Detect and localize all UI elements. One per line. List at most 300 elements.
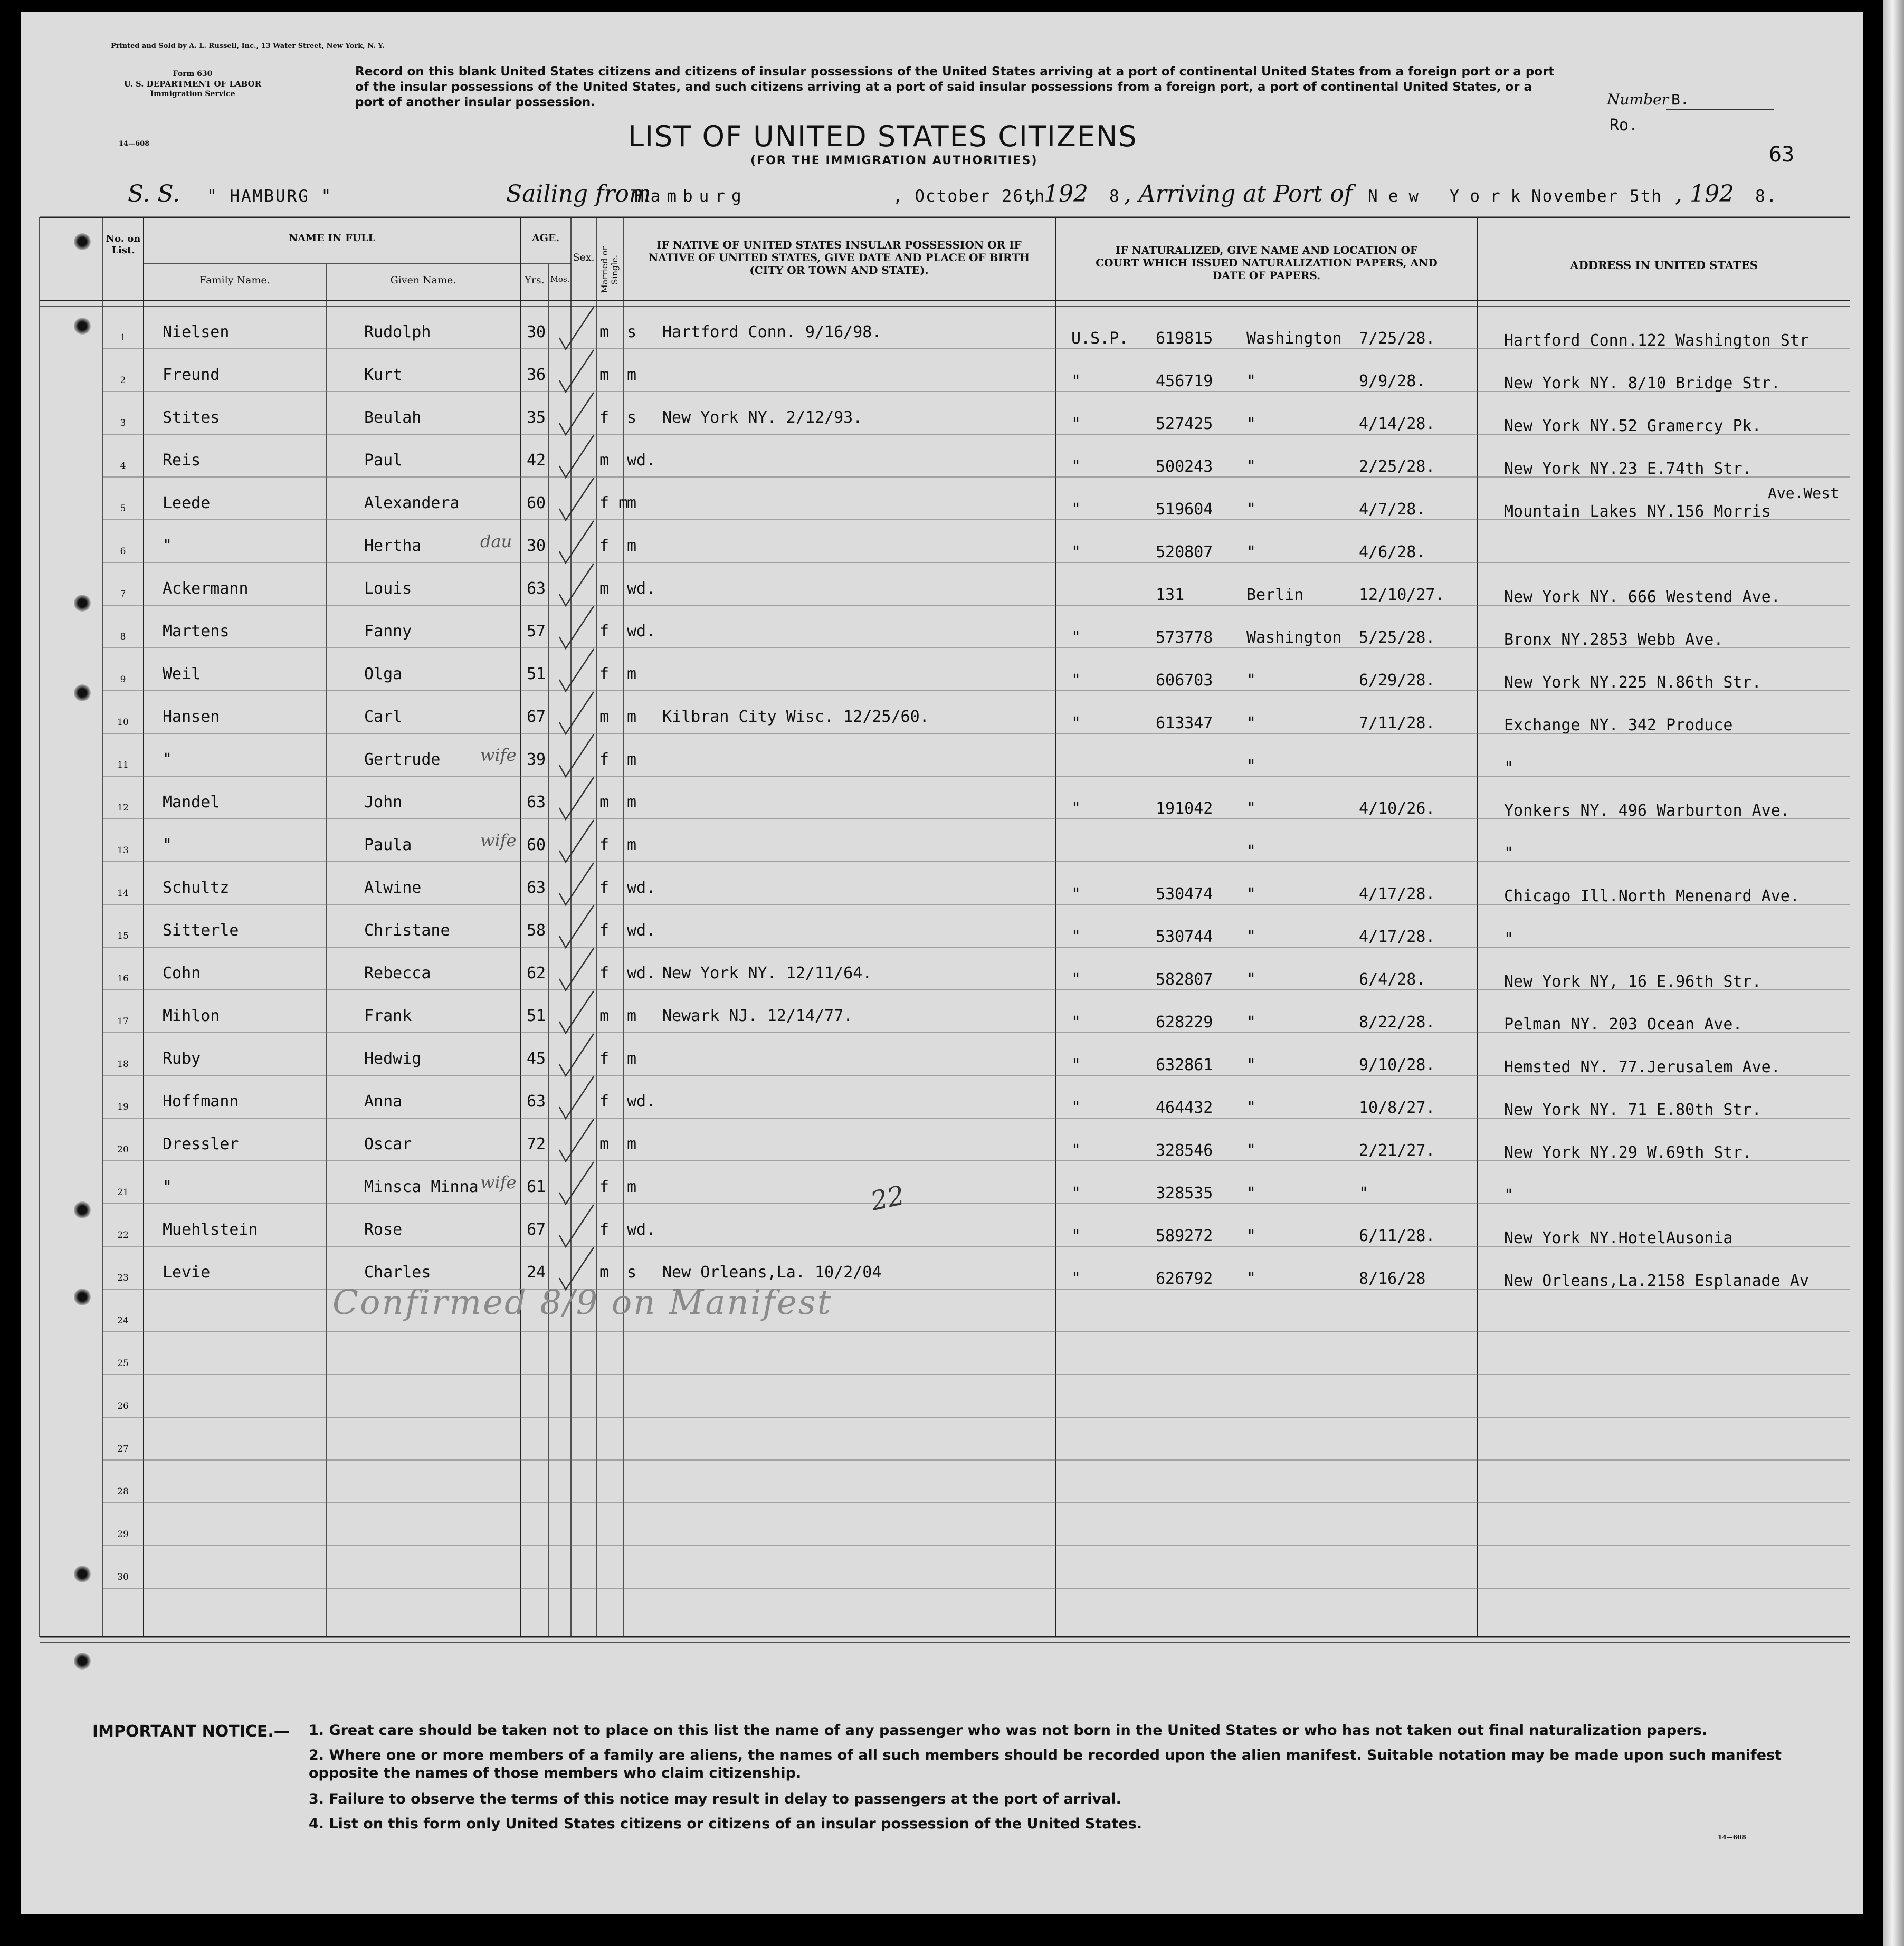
check-mark [559, 991, 594, 1033]
marital-status: m [627, 1135, 637, 1153]
naturalization-prefix: " [1071, 372, 1081, 390]
naturalization-court: Berlin [1246, 586, 1304, 604]
marital-status: m [627, 494, 637, 512]
given-name: Beulah [364, 408, 422, 427]
given-name: Kurt [364, 366, 403, 384]
given-name: Rebecca [364, 964, 431, 982]
check-mark [559, 1205, 594, 1247]
family-name: Cohn [163, 964, 201, 982]
row-number: 15 [117, 931, 129, 941]
family-name: " [163, 836, 173, 854]
sailing-port: Hamburg [634, 187, 748, 206]
col-given-name: Given Name. [390, 274, 456, 286]
naturalization-number: 573778 [1156, 628, 1213, 647]
age-years: 67 [527, 708, 546, 726]
col-sex: Sex. [573, 252, 595, 263]
check-mark [559, 1034, 594, 1076]
age-years: 63 [527, 879, 546, 897]
family-name: Mihlon [163, 1007, 220, 1025]
naturalization-date: 4/10/26. [1359, 799, 1435, 818]
naturalization-court: " [1246, 671, 1256, 690]
row-number: 24 [117, 1315, 129, 1326]
check-mark [559, 948, 594, 990]
sex: f [599, 1178, 610, 1196]
service-name: Immigration Service [150, 90, 235, 98]
record-instructions: Record on this blank United States citizens and citizens of insular possessions of the United States arriving at a port of continental United States from a foreign port or a port of the insular possessions of the United States, and such citizens arriving at a port of said insular possessions from a foreign port, a port of continental United States, or a port of another insular possession. [355, 65, 1555, 109]
family-name: Sitterle [163, 921, 239, 940]
arriving-port: New York [1368, 187, 1531, 206]
family-name: Hansen [163, 708, 220, 726]
naturalization-date: 9/9/28. [1359, 372, 1426, 390]
family-name: Levie [163, 1263, 211, 1282]
page-subtitle: (FOR THE IMMIGRATION AUTHORITIES) [750, 154, 1038, 167]
sex: f [599, 1050, 610, 1068]
check-mark [559, 820, 594, 862]
family-name: Freund [163, 366, 220, 384]
age-years: 35 [527, 408, 546, 427]
department-name: U. S. DEPARTMENT OF LABOR [123, 79, 262, 89]
naturalization-court: " [1246, 1184, 1256, 1203]
us-address: New Orleans,La.2158 Esplanade Av [1504, 1272, 1809, 1290]
arriving-year-prefix: , 192 [1675, 180, 1734, 207]
naturalization-prefix: " [1071, 928, 1081, 946]
check-mark [559, 777, 594, 819]
given-name: Olga [364, 665, 403, 683]
naturalization-court: " [1246, 415, 1256, 433]
marital-status: s [627, 408, 637, 427]
punch-hole [74, 233, 91, 250]
naturalization-court: " [1246, 1013, 1256, 1032]
check-mark [559, 649, 594, 691]
us-address: New York NY.225 N.86th Str. [1504, 673, 1762, 692]
us-address: Chicago Ill.North Menenard Ave. [1504, 887, 1800, 905]
notice-item-3: 3. Failure to observe the terms of this notice may result in delay to passengers at the port of arrival. [309, 1791, 1121, 1807]
family-name: Nielsen [163, 323, 230, 341]
given-name: Gertrude [364, 750, 441, 769]
sex: f m [599, 494, 629, 512]
sex: m [599, 1135, 610, 1153]
naturalization-court: " [1246, 928, 1256, 946]
naturalization-court: " [1246, 757, 1256, 775]
naturalization-number: 589272 [1156, 1227, 1213, 1245]
notice-item-4: 4. List on this form only United States citizens or citizens of an insular possession of the United States. [309, 1816, 1143, 1832]
given-name: Oscar [364, 1135, 412, 1153]
punch-hole [74, 684, 91, 701]
check-mark [559, 606, 594, 648]
row-number: 21 [117, 1187, 129, 1198]
row-number: 18 [117, 1059, 129, 1070]
us-address: Hartford Conn.122 Washington Str [1504, 331, 1809, 350]
marital-status: m [627, 665, 637, 683]
us-address: New York NY.23 E.74th Str. [1504, 460, 1752, 478]
us-address: " [1504, 1186, 1514, 1205]
form-code-bottom: 14—608 [1718, 1834, 1746, 1841]
sex: m [599, 708, 610, 726]
row-number: 17 [117, 1016, 129, 1027]
birth-place-date: New York NY. 12/11/64. [662, 964, 872, 982]
count-annotation: 22 [868, 1180, 907, 1217]
age-years: 63 [527, 1092, 546, 1111]
naturalization-date: 2/21/27. [1359, 1141, 1435, 1160]
given-name: Alwine [364, 879, 422, 897]
row-number: 19 [117, 1102, 129, 1112]
punch-hole [74, 1653, 91, 1670]
naturalization-court: " [1246, 714, 1256, 732]
check-mark [559, 863, 594, 905]
naturalization-court: Washington [1246, 329, 1342, 348]
family-name: Muehlstein [163, 1220, 258, 1239]
naturalization-prefix: " [1071, 671, 1081, 690]
family-name: Ruby [163, 1050, 201, 1068]
us-address: " [1504, 759, 1514, 777]
row-number: 2 [120, 375, 126, 386]
us-address: New York NY.29 W.69th Str. [1504, 1143, 1752, 1162]
us-address: New York NY.52 Gramercy Pk. [1504, 417, 1762, 435]
age-years: 58 [527, 921, 546, 940]
age-years: 67 [527, 1220, 546, 1239]
marital-status: m [627, 1178, 637, 1196]
marital-status: wd. [627, 921, 656, 940]
naturalization-court: " [1246, 372, 1256, 390]
naturalization-court: " [1246, 970, 1256, 989]
naturalization-court: Washington [1246, 628, 1342, 647]
naturalization-court: " [1246, 1141, 1256, 1160]
us-address: " [1504, 930, 1514, 948]
naturalization-date: 4/14/28. [1359, 415, 1435, 433]
naturalization-date: 8/22/28. [1359, 1013, 1435, 1032]
given-name: Minsca Minna [364, 1178, 479, 1196]
naturalization-number: 628229 [1156, 1013, 1213, 1032]
naturalization-prefix: " [1071, 543, 1081, 561]
naturalization-number: 527425 [1156, 415, 1213, 433]
marital-status: s [627, 323, 637, 341]
birth-place-date: New Orleans,La. 10/2/04 [662, 1263, 882, 1282]
naturalization-prefix: " [1071, 1227, 1081, 1245]
naturalization-date: 10/8/27. [1359, 1099, 1435, 1117]
naturalization-number: 500243 [1156, 457, 1213, 476]
form-number: Form 630 [173, 70, 213, 78]
given-name: Alexandera [364, 494, 460, 512]
number-value: B. [1671, 91, 1689, 108]
check-mark [559, 393, 594, 435]
arriving-year-digit: 8. [1755, 187, 1778, 206]
naturalization-prefix: " [1071, 1056, 1081, 1074]
birth-place-date: Kilbran City Wisc. 12/25/60. [662, 708, 929, 726]
naturalization-prefix: U.S.P. [1071, 329, 1129, 348]
row-number: 1 [120, 332, 126, 343]
given-name: Frank [364, 1007, 412, 1025]
naturalization-court: " [1246, 1056, 1256, 1074]
punch-hole [74, 318, 91, 335]
given-name: Charles [364, 1263, 431, 1282]
naturalization-court: " [1246, 842, 1256, 861]
given-name: Louis [364, 579, 412, 598]
naturalization-number: 530474 [1156, 885, 1213, 903]
ship-name: " HAMBURG " [207, 187, 333, 206]
relation-note: wife [480, 1172, 517, 1193]
sex: f [599, 964, 610, 982]
birth-place-date: New York NY. 2/12/93. [662, 408, 863, 427]
naturalization-number: 632861 [1156, 1056, 1213, 1074]
naturalization-number: 131 [1156, 586, 1185, 604]
naturalization-court: " [1246, 457, 1256, 476]
age-years: 51 [527, 665, 546, 683]
relation-note: wife [480, 745, 517, 765]
check-mark [559, 905, 594, 948]
naturalization-prefix: " [1071, 1013, 1081, 1032]
naturalization-prefix: " [1071, 714, 1081, 732]
naturalization-prefix: " [1071, 1184, 1081, 1203]
age-years: 57 [527, 622, 546, 641]
sex: m [599, 1007, 610, 1025]
ss-label: S. S. [128, 180, 180, 207]
col-birth: IF NATIVE OF UNITED STATES INSULAR POSSESSION OR IF NATIVE OF UNITED STATES, GIVE DATE AND PLACE OF BIRTH (CITY OR TOWN AND STATE). [649, 239, 1030, 276]
marital-status: wd. [627, 1092, 656, 1111]
col-mos: Mos. [550, 274, 570, 284]
family-name: Leede [163, 494, 211, 512]
naturalization-prefix: " [1071, 799, 1081, 818]
marital-status: m [627, 1007, 637, 1025]
naturalization-court: " [1246, 500, 1256, 519]
arriving-label: , Arriving at Port of [1124, 180, 1353, 207]
age-years: 24 [527, 1263, 546, 1282]
col-address: ADDRESS IN UNITED STATES [1570, 259, 1758, 272]
us-address: Pelman NY. 203 Ocean Ave. [1504, 1015, 1743, 1034]
confirmed-annotation: Confirmed 8/9 on Manifest [332, 1283, 833, 1322]
row-number: 30 [117, 1572, 129, 1582]
age-years: 39 [527, 750, 546, 769]
us-address: New York NY.HotelAusonia [1504, 1229, 1733, 1247]
col-married-single: Married or Single. [599, 246, 620, 293]
row-number: 9 [120, 674, 126, 685]
check-mark [559, 307, 594, 349]
naturalization-court: " [1246, 1099, 1256, 1117]
manifest-grid [21, 12, 1863, 1914]
sex: f [599, 1220, 610, 1239]
naturalization-date: 4/17/28. [1359, 885, 1435, 903]
sex: m [599, 366, 610, 384]
naturalization-date: 6/4/28. [1359, 970, 1426, 989]
family-name: " [163, 1178, 173, 1196]
sailing-date: , October 26th [893, 187, 1046, 206]
check-mark [559, 1162, 594, 1204]
row-number: 25 [117, 1358, 129, 1369]
naturalization-number: 619815 [1156, 329, 1213, 348]
page-edge [1883, 0, 1904, 1946]
notice-item-1: 1. Great care should be taken not to place on this list the name of any passenger who was not born in the United States or who has not taken out final naturalization papers. [309, 1722, 1708, 1739]
row-number: 3 [120, 418, 126, 428]
age-years: 61 [527, 1178, 546, 1196]
sailing-label: Sailing from [506, 180, 651, 207]
family-name: Stites [163, 408, 220, 427]
naturalization-prefix: " [1071, 885, 1081, 903]
family-name: Mandel [163, 793, 220, 812]
check-mark [559, 350, 594, 392]
marital-status: m [627, 793, 637, 812]
check-mark [559, 564, 594, 606]
naturalization-prefix: " [1071, 500, 1081, 519]
given-name: Hertha [364, 537, 422, 555]
row-number: 27 [117, 1444, 129, 1454]
sex: f [599, 836, 610, 854]
printer-credit: Printed and Sold by A. L. Russell, Inc., 13 Water Street, New York, N. Y. [111, 42, 385, 50]
family-name: Hoffmann [163, 1092, 239, 1111]
given-name: Carl [364, 708, 403, 726]
naturalization-number: 328546 [1156, 1141, 1213, 1160]
page-title: LIST OF UNITED STATES CITIZENS [628, 120, 1138, 153]
row-number: 11 [117, 760, 129, 770]
given-name: Hedwig [364, 1050, 422, 1068]
row-number: 14 [117, 888, 129, 899]
row-number: 26 [117, 1401, 129, 1411]
row-number: 5 [120, 503, 126, 514]
col-age: AGE. [531, 232, 560, 244]
row-number: 8 [120, 632, 126, 642]
family-name: " [163, 537, 173, 555]
manifest-page [21, 12, 1863, 1914]
naturalization-date: 6/11/28. [1359, 1227, 1435, 1245]
marital-status: wd. [627, 451, 656, 470]
given-name: Rose [364, 1220, 403, 1239]
given-name: Fanny [364, 622, 412, 641]
punch-hole [74, 595, 91, 612]
birth-place-date: Newark NJ. 12/14/77. [662, 1007, 853, 1025]
number-label: Number [1607, 91, 1669, 108]
marital-status: m [627, 366, 637, 384]
naturalization-number: 464432 [1156, 1099, 1213, 1117]
given-name: Anna [364, 1092, 403, 1111]
age-years: 51 [527, 1007, 546, 1025]
naturalization-date: 12/10/27. [1359, 586, 1445, 604]
age-years: 63 [527, 579, 546, 598]
naturalization-number: 191042 [1156, 799, 1213, 818]
row-number: 16 [117, 974, 129, 984]
punch-hole [74, 1566, 91, 1582]
naturalization-prefix: " [1071, 1270, 1081, 1288]
marital-status: wd. [627, 579, 656, 598]
row-number: 22 [117, 1230, 129, 1241]
naturalization-number: 519604 [1156, 500, 1213, 519]
punch-hole [74, 1289, 91, 1305]
marital-status: wd. [627, 879, 656, 897]
row-number: 4 [120, 461, 126, 471]
row-number: 6 [120, 546, 126, 557]
check-mark [559, 1119, 594, 1161]
col-naturalization: IF NATURALIZED, GIVE NAME AND LOCATION OF COURT WHICH ISSUED NATURALIZATION PAPERS, AND DATE OF PAPERS. [1096, 244, 1437, 282]
us-address-continuation: Ave.West [1768, 484, 1839, 502]
family-name: Schultz [163, 879, 230, 897]
age-years: 42 [527, 451, 546, 470]
us-address: Mountain Lakes NY.156 Morris [1504, 502, 1771, 521]
sex: f [599, 879, 610, 897]
marital-status: wd. [627, 1220, 656, 1239]
birth-place-date: Hartford Conn. 9/16/98. [662, 323, 882, 341]
col-family-name: Family Name. [199, 274, 270, 286]
us-address: Bronx NY.2853 Webb Ave. [1504, 631, 1724, 649]
row-number: 23 [117, 1273, 129, 1283]
sex: f [599, 921, 610, 940]
ro-label: Ro. [1610, 116, 1639, 135]
notice-label: IMPORTANT NOTICE.— [92, 1722, 290, 1741]
row-number: 20 [117, 1144, 129, 1155]
family-name: Martens [163, 622, 230, 641]
marital-status: m [627, 750, 637, 769]
naturalization-number: 328535 [1156, 1184, 1213, 1203]
col-yrs: Yrs. [525, 274, 545, 286]
us-address: " [1504, 844, 1514, 863]
given-name: John [364, 793, 403, 812]
naturalization-number: 520807 [1156, 543, 1213, 561]
naturalization-date: 6/29/28. [1359, 671, 1435, 690]
check-mark [559, 692, 594, 734]
us-address: Exchange NY. 342 Produce [1504, 716, 1733, 734]
marital-status: m [627, 708, 637, 726]
sex: m [599, 793, 610, 812]
naturalization-date: 5/25/28. [1359, 628, 1435, 647]
family-name: Ackermann [163, 579, 249, 598]
us-address: Yonkers NY. 496 Warburton Ave. [1504, 802, 1790, 820]
check-mark [559, 1076, 594, 1119]
row-number: 7 [120, 589, 126, 599]
naturalization-prefix: " [1071, 628, 1081, 647]
naturalization-number: 582807 [1156, 970, 1213, 989]
age-years: 60 [527, 494, 546, 512]
naturalization-court: " [1246, 799, 1256, 818]
naturalization-court: " [1246, 1270, 1256, 1288]
row-number: 29 [117, 1529, 129, 1540]
sex: m [599, 451, 610, 470]
relation-note: dau [480, 531, 512, 551]
sex: f [599, 665, 610, 683]
relation-note: wife [480, 831, 517, 851]
sailing-year-digit: 8 [1109, 187, 1121, 206]
form-code-top: 14—608 [119, 140, 150, 148]
naturalization-date: 7/11/28. [1359, 714, 1435, 732]
naturalization-number: 613347 [1156, 714, 1213, 732]
naturalization-number: 606703 [1156, 671, 1213, 690]
age-years: 60 [527, 836, 546, 854]
naturalization-prefix: " [1071, 457, 1081, 476]
arriving-date: November 5th [1531, 187, 1662, 206]
marital-status: m [627, 836, 637, 854]
us-address: New York NY. 8/10 Bridge Str. [1504, 374, 1781, 393]
row-number: 10 [117, 717, 129, 728]
age-years: 45 [527, 1050, 546, 1068]
sex: f [599, 750, 610, 769]
given-name: Christane [364, 921, 450, 940]
family-name: Dressler [163, 1135, 239, 1153]
punch-hole [74, 1201, 91, 1218]
us-address: Hemsted NY. 77.Jerusalem Ave. [1504, 1058, 1781, 1076]
marital-status: m [627, 537, 637, 555]
marital-status: wd. [627, 964, 656, 982]
given-name: Paula [364, 836, 412, 854]
marital-status: s [627, 1263, 637, 1282]
check-mark [559, 734, 594, 777]
family-name: Weil [163, 665, 201, 683]
age-years: 30 [527, 323, 546, 341]
sailing-year-prefix: , 192 [1029, 180, 1088, 207]
row-number: 13 [117, 845, 129, 856]
naturalization-date: 2/25/28. [1359, 457, 1435, 476]
age-years: 36 [527, 366, 546, 384]
naturalization-number: 530744 [1156, 928, 1213, 946]
naturalization-date: 4/7/28. [1359, 500, 1426, 519]
naturalization-prefix: " [1071, 1141, 1081, 1160]
row-number: 28 [117, 1486, 129, 1497]
age-years: 63 [527, 793, 546, 812]
us-address: New York NY, 16 E.96th Str. [1504, 972, 1762, 991]
